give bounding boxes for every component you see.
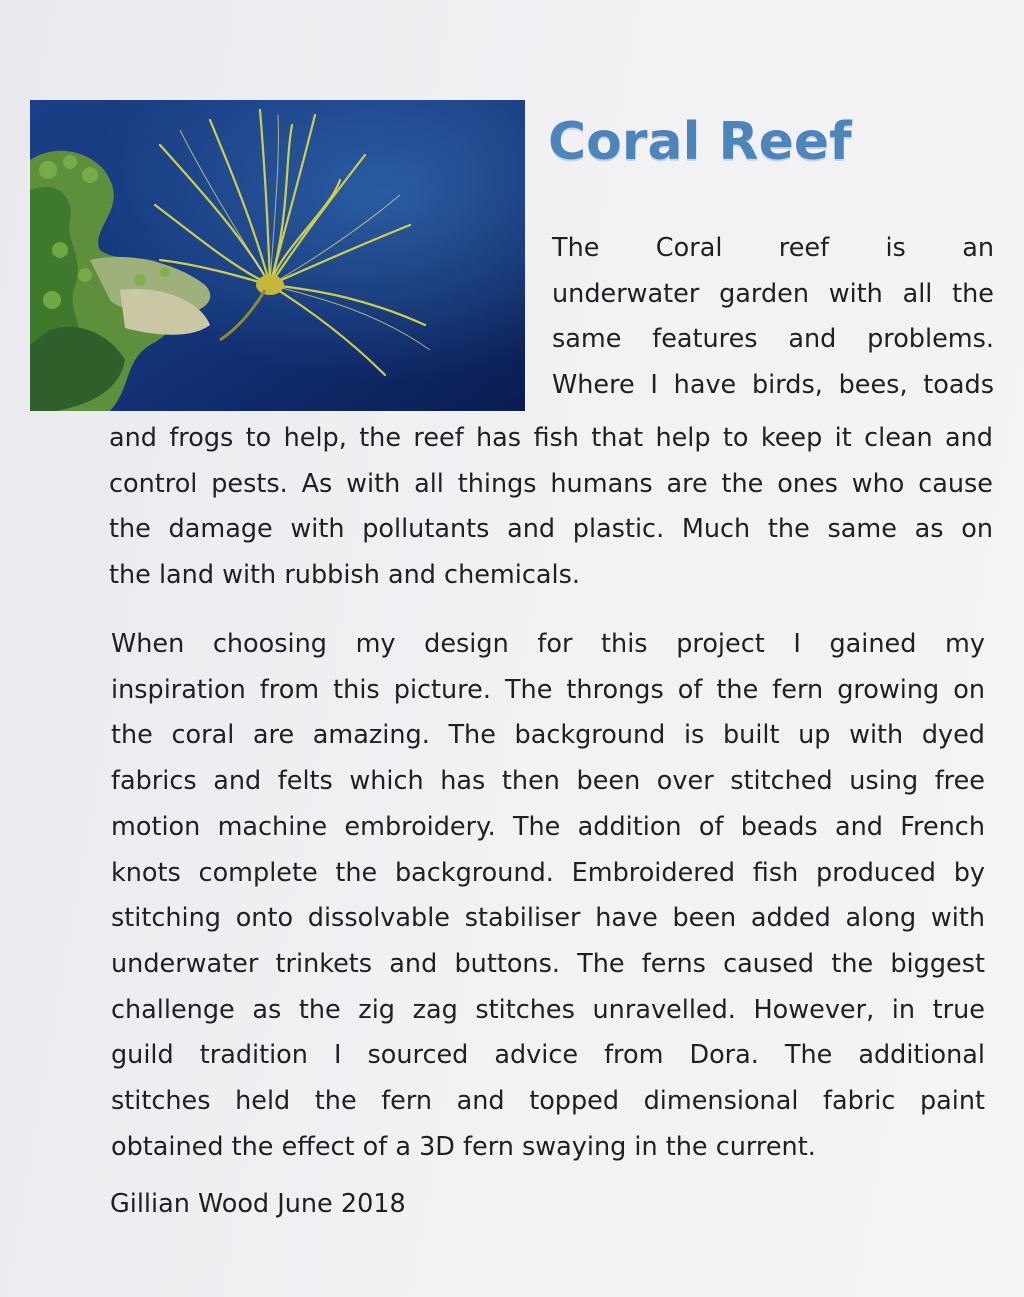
intro-line: the land with rubbish and chemicals. bbox=[109, 560, 580, 591]
intro-line: underwater garden with all the bbox=[552, 278, 994, 309]
coral-reef-photo bbox=[30, 100, 525, 411]
paragraph-line: knots complete the background. Embroidered fish produced by bbox=[111, 857, 985, 888]
intro-line: Where I have birds, bees, toads bbox=[552, 370, 994, 401]
paragraph-line: underwater trinkets and buttons. The ferns caused the biggest bbox=[111, 948, 985, 979]
feather-star-icon bbox=[30, 100, 525, 411]
page-title: Coral Reef bbox=[548, 112, 852, 172]
paragraph-line: When choosing my design for this project I gained my bbox=[111, 629, 985, 659]
paragraph-line: fabrics and felts which has then been over stitched using free bbox=[111, 766, 985, 797]
paragraph-line: inspiration from this picture. The throngs of the fern growing on bbox=[111, 674, 985, 705]
paragraph-line: stitches held the fern and topped dimensional fabric paint bbox=[111, 1086, 985, 1117]
author-signature: Gillian Wood June 2018 bbox=[110, 1189, 406, 1219]
paragraph-line: guild tradition I sourced advice from Dora. The additional bbox=[111, 1040, 985, 1071]
paragraph-line: motion machine embroidery. The addition of beads and French bbox=[111, 811, 985, 842]
intro-paragraph-wrap bbox=[552, 226, 994, 409]
intro-line: and frogs to help, the reef has fish that help to keep it clean and bbox=[109, 423, 993, 453]
intro-paragraph-full bbox=[109, 416, 993, 599]
paragraph-line: obtained the effect of a 3D fern swaying in the current. bbox=[111, 1131, 816, 1162]
paragraph-line: stitching onto dissolvable stabiliser have been added along with bbox=[111, 903, 985, 934]
intro-line: the damage with pollutants and plastic. Much the same as on bbox=[109, 514, 993, 545]
design-paragraph bbox=[111, 622, 985, 1170]
intro-line: The Coral reef is an bbox=[552, 233, 994, 263]
paragraph-line: the coral are amazing. The background is built up with dyed bbox=[111, 720, 985, 751]
intro-line: same features and problems. bbox=[552, 324, 994, 355]
intro-line: control pests. As with all things humans are the ones who cause bbox=[109, 468, 993, 499]
paragraph-line: challenge as the zig zag stitches unravelled. However, in true bbox=[111, 994, 985, 1025]
